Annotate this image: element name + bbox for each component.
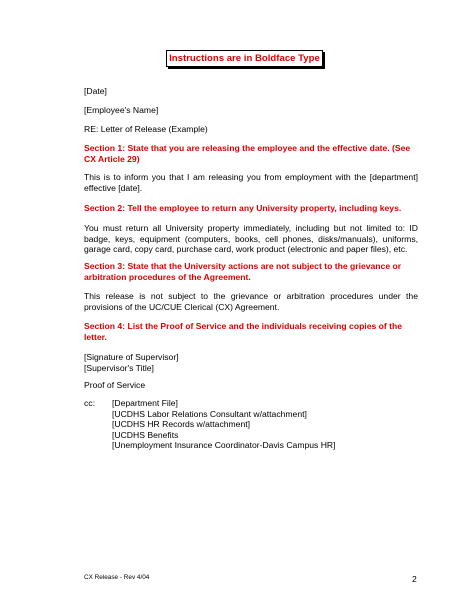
- cc-item: [Department File]: [112, 398, 178, 408]
- cc-item: [Unemployment Insurance Coordinator-Davis Campus HR]: [112, 440, 336, 450]
- instructions-title-box: Instructions are in Boldface Type: [166, 50, 323, 67]
- signature-placeholder: [Signature of Supervisor]: [84, 352, 179, 362]
- re-line: RE: Letter of Release (Example): [84, 124, 208, 134]
- cc-item: [UCDHS HR Records w/attachment]: [112, 419, 251, 429]
- section-1-body: This is to inform you that I am releasing you from employment with the [department] effective [date].: [84, 172, 418, 193]
- date-placeholder: [Date]: [84, 86, 107, 96]
- supervisor-title-placeholder: [Supervisor's Title]: [84, 363, 154, 373]
- section-3-instruction: Section 3: State that the University actions are not subject to the grievance or arbitration procedures of the Agreement.: [84, 261, 402, 282]
- cc-list: [112, 398, 336, 451]
- section-4-instruction: Section 4: List the Proof of Service and the individuals receiving copies of the letter.: [84, 321, 403, 342]
- section-1-instruction: Section 1: State that you are releasing the employee and the effective date. (See CX Article 29): [84, 143, 411, 164]
- proof-of-service: Proof of Service: [84, 380, 146, 390]
- section-2-body: You must return all University property immediately, including but not limited to: ID badge, keys, equipment (computers, books, cell phones, disks/manuals), uniforms, garage card, copy card, purchase card, work product (electronic and paper files), etc.: [84, 223, 418, 254]
- footer-revision: CX Release - Rev 4/04: [84, 574, 150, 581]
- cc-label: cc:: [84, 398, 95, 408]
- cc-item: [UCDHS Benefits: [112, 429, 179, 440]
- section-3-body: This release is not subject to the grievance or arbitration procedures under the provisions of the UC/CUE Clerical (CX) Agreement.: [84, 291, 418, 312]
- page-number: 2: [412, 574, 417, 584]
- cc-item: [UCDHS Labor Relations Consultant w/attachment]: [112, 408, 307, 419]
- employee-name-placeholder: [Employee's Name]: [84, 105, 159, 115]
- section-2-instruction: Section 2: Tell the employee to return any University property, including keys.: [84, 203, 402, 213]
